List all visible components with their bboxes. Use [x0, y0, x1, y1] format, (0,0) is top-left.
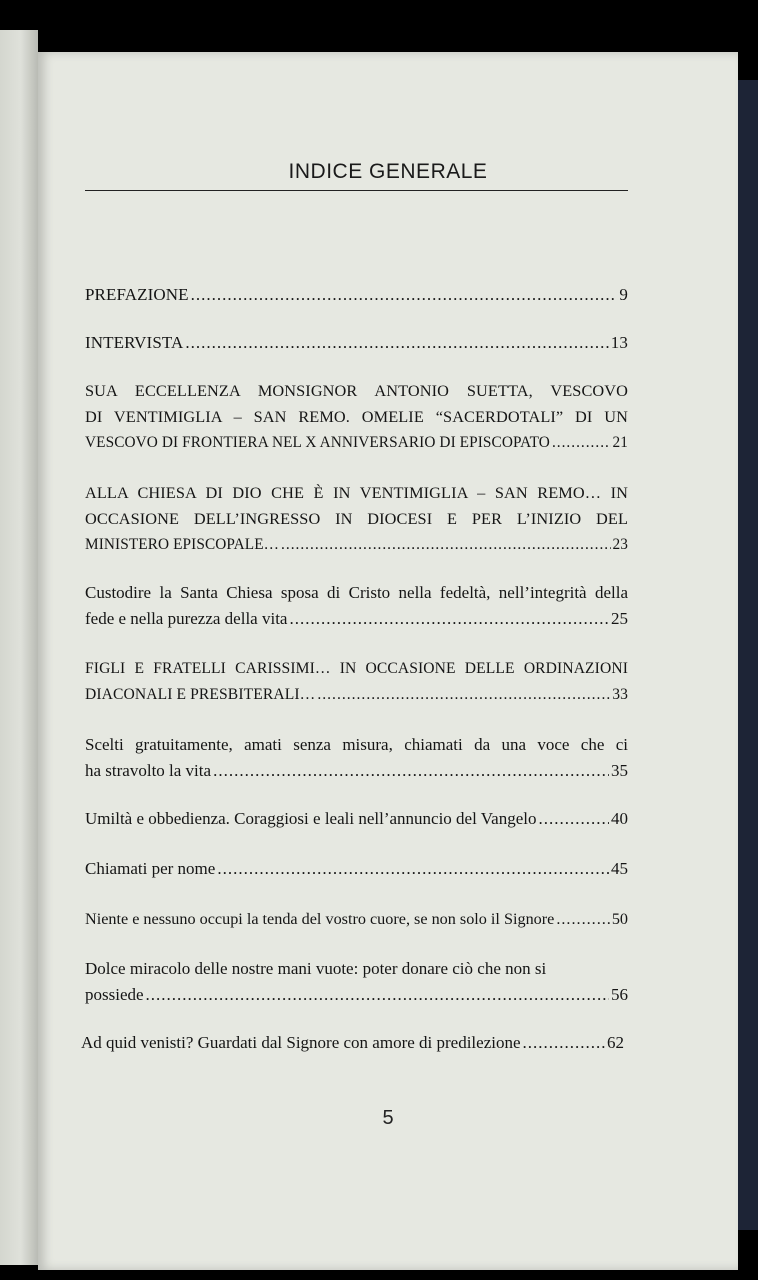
entry-title: MINISTERO EPISCOPALE… — [85, 536, 280, 553]
toc-entry-alla-chiesa[interactable] — [85, 480, 628, 558]
page-title: INDICE GENERALE — [288, 160, 488, 183]
toc-entry-scelti-gratuitamente[interactable] — [85, 732, 628, 784]
toc-entry-figli-e-fratelli[interactable] — [85, 656, 628, 708]
entry-line: Custodire la Santa Chiesa sposa di Cristo nella fedeltà, nell’integrità della — [85, 583, 628, 602]
entry-page-number: 35 — [611, 761, 628, 780]
toc-entry-chiamati-per-nome[interactable] — [85, 856, 628, 882]
leader-dots — [552, 430, 611, 456]
facing-page-edge — [0, 30, 38, 1265]
entry-page-number: 33 — [612, 686, 628, 703]
entry-page-number: 50 — [611, 910, 628, 928]
toc-entry-niente-e-nessuno[interactable] — [85, 906, 628, 932]
entry-line: FIGLI E FRATELLI CARISSIMI… IN OCCASIONE DELLE ORDINAZIONI — [85, 660, 628, 677]
entry-page-number: 56 — [611, 985, 628, 1004]
toc-entry-custodire[interactable] — [85, 580, 628, 632]
toc-entry-ad-quid-venisti[interactable] — [81, 1030, 624, 1056]
entry-page-number: 45 — [611, 859, 628, 878]
entry-page-number: 13 — [610, 333, 628, 352]
toc-entry-sua-eccellenza[interactable] — [85, 378, 628, 456]
book-page — [38, 52, 738, 1270]
entry-line: Scelti gratuitamente, amati senza misura, chiamati da una voce che ci — [85, 735, 628, 754]
entry-page-number: 25 — [611, 609, 628, 628]
entry-page-number: 62 — [607, 1033, 624, 1052]
leader-dots — [213, 758, 609, 784]
entry-page-number: 23 — [612, 536, 628, 553]
entry-title: Umiltà e obbedienza. Coraggiosi e leali nell’annuncio del Vangelo — [85, 809, 537, 828]
toc-entry-prefazione[interactable] — [85, 282, 628, 308]
entry-title: possiede — [85, 985, 144, 1004]
leader-dots — [146, 982, 609, 1008]
entry-line: ALLA CHIESA DI DIO CHE È IN VENTIMIGLIA – SAN REMO… IN — [85, 483, 628, 502]
entry-title: ha stravolto la vita — [85, 761, 212, 780]
entry-line: DI VENTIMIGLIA – SAN REMO. OMELIE “SACERDOTALI” DI UN — [85, 407, 628, 426]
entry-page-number: 9 — [619, 285, 628, 304]
toc-entry-dolce-miracolo[interactable] — [85, 956, 628, 1008]
leader-dots — [289, 606, 609, 632]
entry-title: Chiamati per nome — [85, 859, 216, 878]
toc-entry-intervista[interactable] — [85, 330, 628, 356]
entry-line: Dolce miracolo delle nostre mani vuote: poter donare ciò che non si — [85, 959, 547, 978]
leader-dots — [538, 806, 609, 832]
page-number: 5 — [382, 1107, 394, 1129]
entry-line: OCCASIONE DELL’INGRESSO IN DIOCESI E PER L’INIZIO DEL — [85, 509, 628, 528]
leader-dots — [281, 532, 610, 558]
entry-page-number: 21 — [612, 434, 628, 451]
entry-title: VESCOVO DI FRONTIERA NEL X ANNIVERSARIO DI EPISCOPATO — [85, 434, 550, 451]
entry-title: Ad quid venisti? Guardati dal Signore con amore di predilezione — [81, 1033, 521, 1052]
entry-title: Niente e nessuno occupi la tenda del vostro cuore, se non solo il Signore — [85, 910, 555, 928]
leader-dots — [185, 330, 608, 356]
entry-title: PREFAZIONE — [85, 285, 189, 304]
leader-dots — [523, 1030, 605, 1056]
book-cover-edge — [736, 80, 758, 1230]
title-rule — [85, 190, 628, 191]
leader-dots — [217, 856, 609, 882]
entry-title: fede e nella purezza della vita — [85, 609, 288, 628]
entry-title: DIACONALI E PRESBITERALI… — [85, 686, 316, 703]
leader-dots — [317, 682, 610, 708]
entry-page-number: 40 — [611, 809, 628, 828]
entry-title: INTERVISTA — [85, 333, 184, 352]
leader-dots — [556, 906, 609, 932]
entry-line: SUA ECCELLENZA MONSIGNOR ANTONIO SUETTA, VESCOVO — [85, 381, 628, 400]
toc-entry-umilta[interactable] — [85, 806, 628, 832]
leader-dots — [191, 282, 618, 308]
